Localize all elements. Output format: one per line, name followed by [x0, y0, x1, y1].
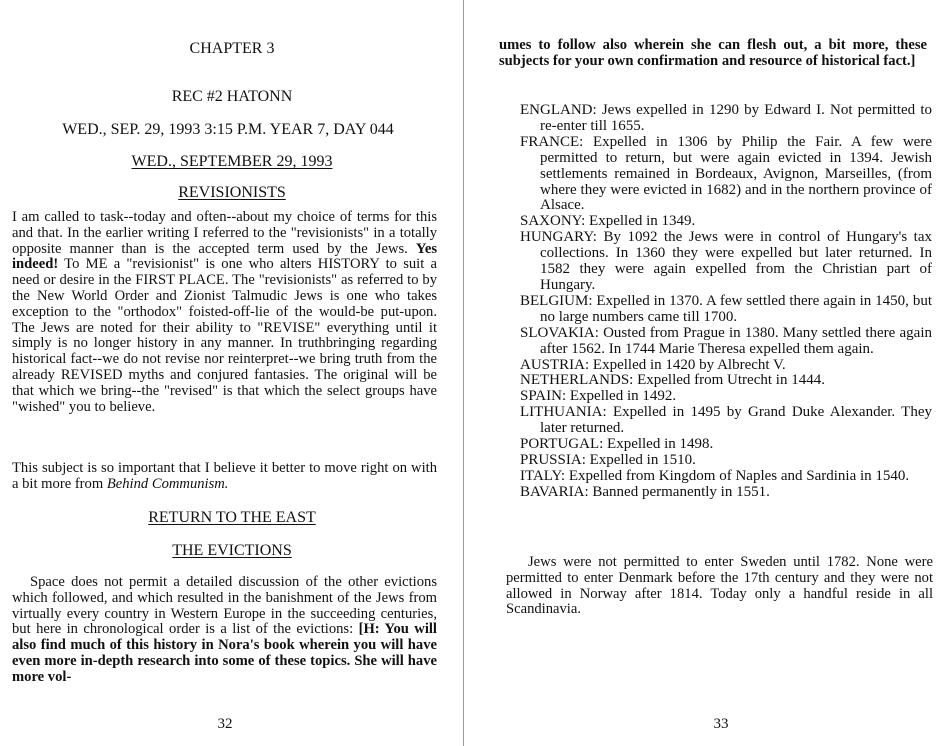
paragraph-scandinavia: Jews were not permitted to enter Sweden until 1782. None were permitted to enter Denmark before the 17th century and they were not allowed in Norway after 1814. Today only a handful reside in all Scandinavia. — [506, 554, 933, 618]
eviction-item — [520, 469, 932, 485]
eviction-country: PORTUGAL: — [520, 436, 604, 453]
eviction-item — [520, 326, 932, 358]
book-title: Behind Communism. — [106, 475, 229, 492]
paragraph-text: Space does not permit a detailed discussion of the other evictions which followed, and which resulted in the banishment of the Jews from virtually every country in Western Europe in the succeeding centuries, but here in chronological order is a list of the evictions: — [12, 574, 437, 638]
eviction-item — [520, 214, 932, 230]
eviction-item — [520, 103, 932, 135]
eviction-text: Expelled in 1498. — [603, 436, 714, 453]
eviction-country: ENGLAND: — [520, 102, 597, 118]
eviction-text: Expelled from Kingdom of Naples and Sardinia in 1540. — [565, 467, 910, 484]
eviction-text: Expelled in 1492. — [566, 388, 677, 405]
paragraph-text: I am called to task--today and often--about my choice of terms for this and that. In the earlier writing I referred to the "revisionists" in a totally opposite manner than is the accepted term used by the Jews. — [12, 209, 437, 257]
dateline: WED., SEP. 29, 1993 3:15 P.M. YEAR 7, DAY 044 — [62, 121, 394, 138]
section-title-revisionists: REVISIONISTS — [178, 184, 286, 201]
eviction-item — [520, 230, 932, 294]
section-title-return-east: RETURN TO THE EAST — [148, 509, 316, 526]
chapter-heading: CHAPTER 3 — [189, 40, 275, 57]
eviction-country: NETHERLANDS: — [520, 372, 634, 389]
paragraph-evictions — [12, 575, 437, 686]
eviction-item — [520, 358, 932, 374]
eviction-text: Expelled in 1349. — [585, 213, 696, 230]
eviction-country: SLOVAKIA: — [520, 324, 599, 341]
eviction-text: Expelled in 1420 by Albrecht V. — [589, 356, 786, 373]
eviction-country: AUSTRIA: — [520, 356, 590, 373]
eviction-country: SAXONY: — [520, 213, 586, 230]
eviction-item — [520, 437, 932, 453]
eviction-item — [520, 453, 932, 469]
eviction-text: Expelled in 1306 by Philip the Fair. A few were permitted to return, but were again evicted in 1394. Jewish settlements remained in Bordeaux, Avignon, Marseilles, (from where they were evicted in 1682) and in the northern province of Alsace. — [540, 133, 932, 214]
eviction-country: LITHUANIA: — [520, 404, 607, 421]
rec-heading: REC #2 HATONN — [171, 88, 293, 105]
eviction-country: FRANCE: — [520, 133, 584, 150]
eviction-country: SPAIN: — [520, 388, 567, 405]
eviction-text: Expelled from Utrecht in 1444. — [633, 372, 825, 389]
right-page — [466, 0, 944, 746]
eviction-item — [520, 373, 932, 389]
eviction-text: By 1092 the Jews were in control of Hungary's tax collections. In 1360 they were expelled but later returned. In 1582 they were again expelled from the Christian part of Hungary. — [540, 229, 932, 293]
paragraph-subject — [12, 461, 437, 493]
eviction-text: Banned permanently in 1551. — [588, 483, 770, 500]
eviction-country: PRUSSIA: — [520, 451, 586, 468]
eviction-country: BELGIUM: — [520, 292, 593, 309]
eviction-item — [520, 405, 932, 437]
paragraph-text: This subject is so important that I believe it better to move right on with a bit more from — [12, 460, 437, 492]
eviction-country: HUNGARY: — [520, 229, 597, 246]
bold-continuation: umes to follow also wherein she can flesh out, a bit more, these subjects for your own confirmation and resource of historical fact.] — [499, 37, 927, 69]
eviction-item — [520, 485, 932, 501]
page-number-left: 32 — [217, 716, 233, 732]
page-number-right: 33 — [713, 716, 729, 732]
eviction-text: Expelled in 1495 by Grand Duke Alexander. They later returned. — [540, 404, 932, 437]
date-heading: WED., SEPTEMBER 29, 1993 — [131, 153, 333, 170]
paragraph-bold-text: Yes indeed! — [12, 240, 437, 273]
paragraph-bold-text: [H: You will also find much of this history in Nora's book wherein you will have even more in-depth research into some of these topics. She will have more vol- — [12, 621, 437, 685]
eviction-text: Expelled in 1510. — [585, 451, 696, 468]
eviction-country: ITALY: — [520, 467, 566, 484]
eviction-text: Jews expelled in 1290 by Edward I. Not permitted to re-enter till 1655. — [540, 102, 932, 134]
eviction-item — [520, 135, 932, 215]
paragraph-text: To ME a "revisionist" is one who alters HISTORY to suit a need or desire in the FIRST PLACE. The "revisionists" as referred to by the New World Order and Zionist Talmudic Jews is one who takes exception to the "orthodox" foisted-off-lie of the would-be put-upon. The Jews are noted for their ability to "REVISE" everything until it simply is no longer history in any manner. In truthbringing regarding historical fact--we do not revise nor reinterpret--we bring truth from the already REVISED myths and conjured fantasies. The original will be that which we bring--the "revised" is that which the select groups have "wished" you to believe. — [12, 256, 437, 415]
paragraph-revisionists — [12, 210, 437, 415]
page-gutter — [463, 0, 464, 746]
eviction-text: Expelled in 1370. A few settled there again in 1450, but no large numbers came till 1700. — [540, 292, 932, 325]
evictions-list — [520, 103, 932, 501]
eviction-item — [520, 389, 932, 405]
section-title-evictions: THE EVICTIONS — [172, 542, 292, 559]
eviction-country: BAVARIA: — [520, 483, 589, 500]
eviction-item — [520, 294, 932, 326]
eviction-text: Ousted from Prague in 1380. Many settled there again after 1562. In 1744 Marie Theresa expelled them again. — [540, 324, 932, 357]
left-page — [0, 0, 464, 746]
